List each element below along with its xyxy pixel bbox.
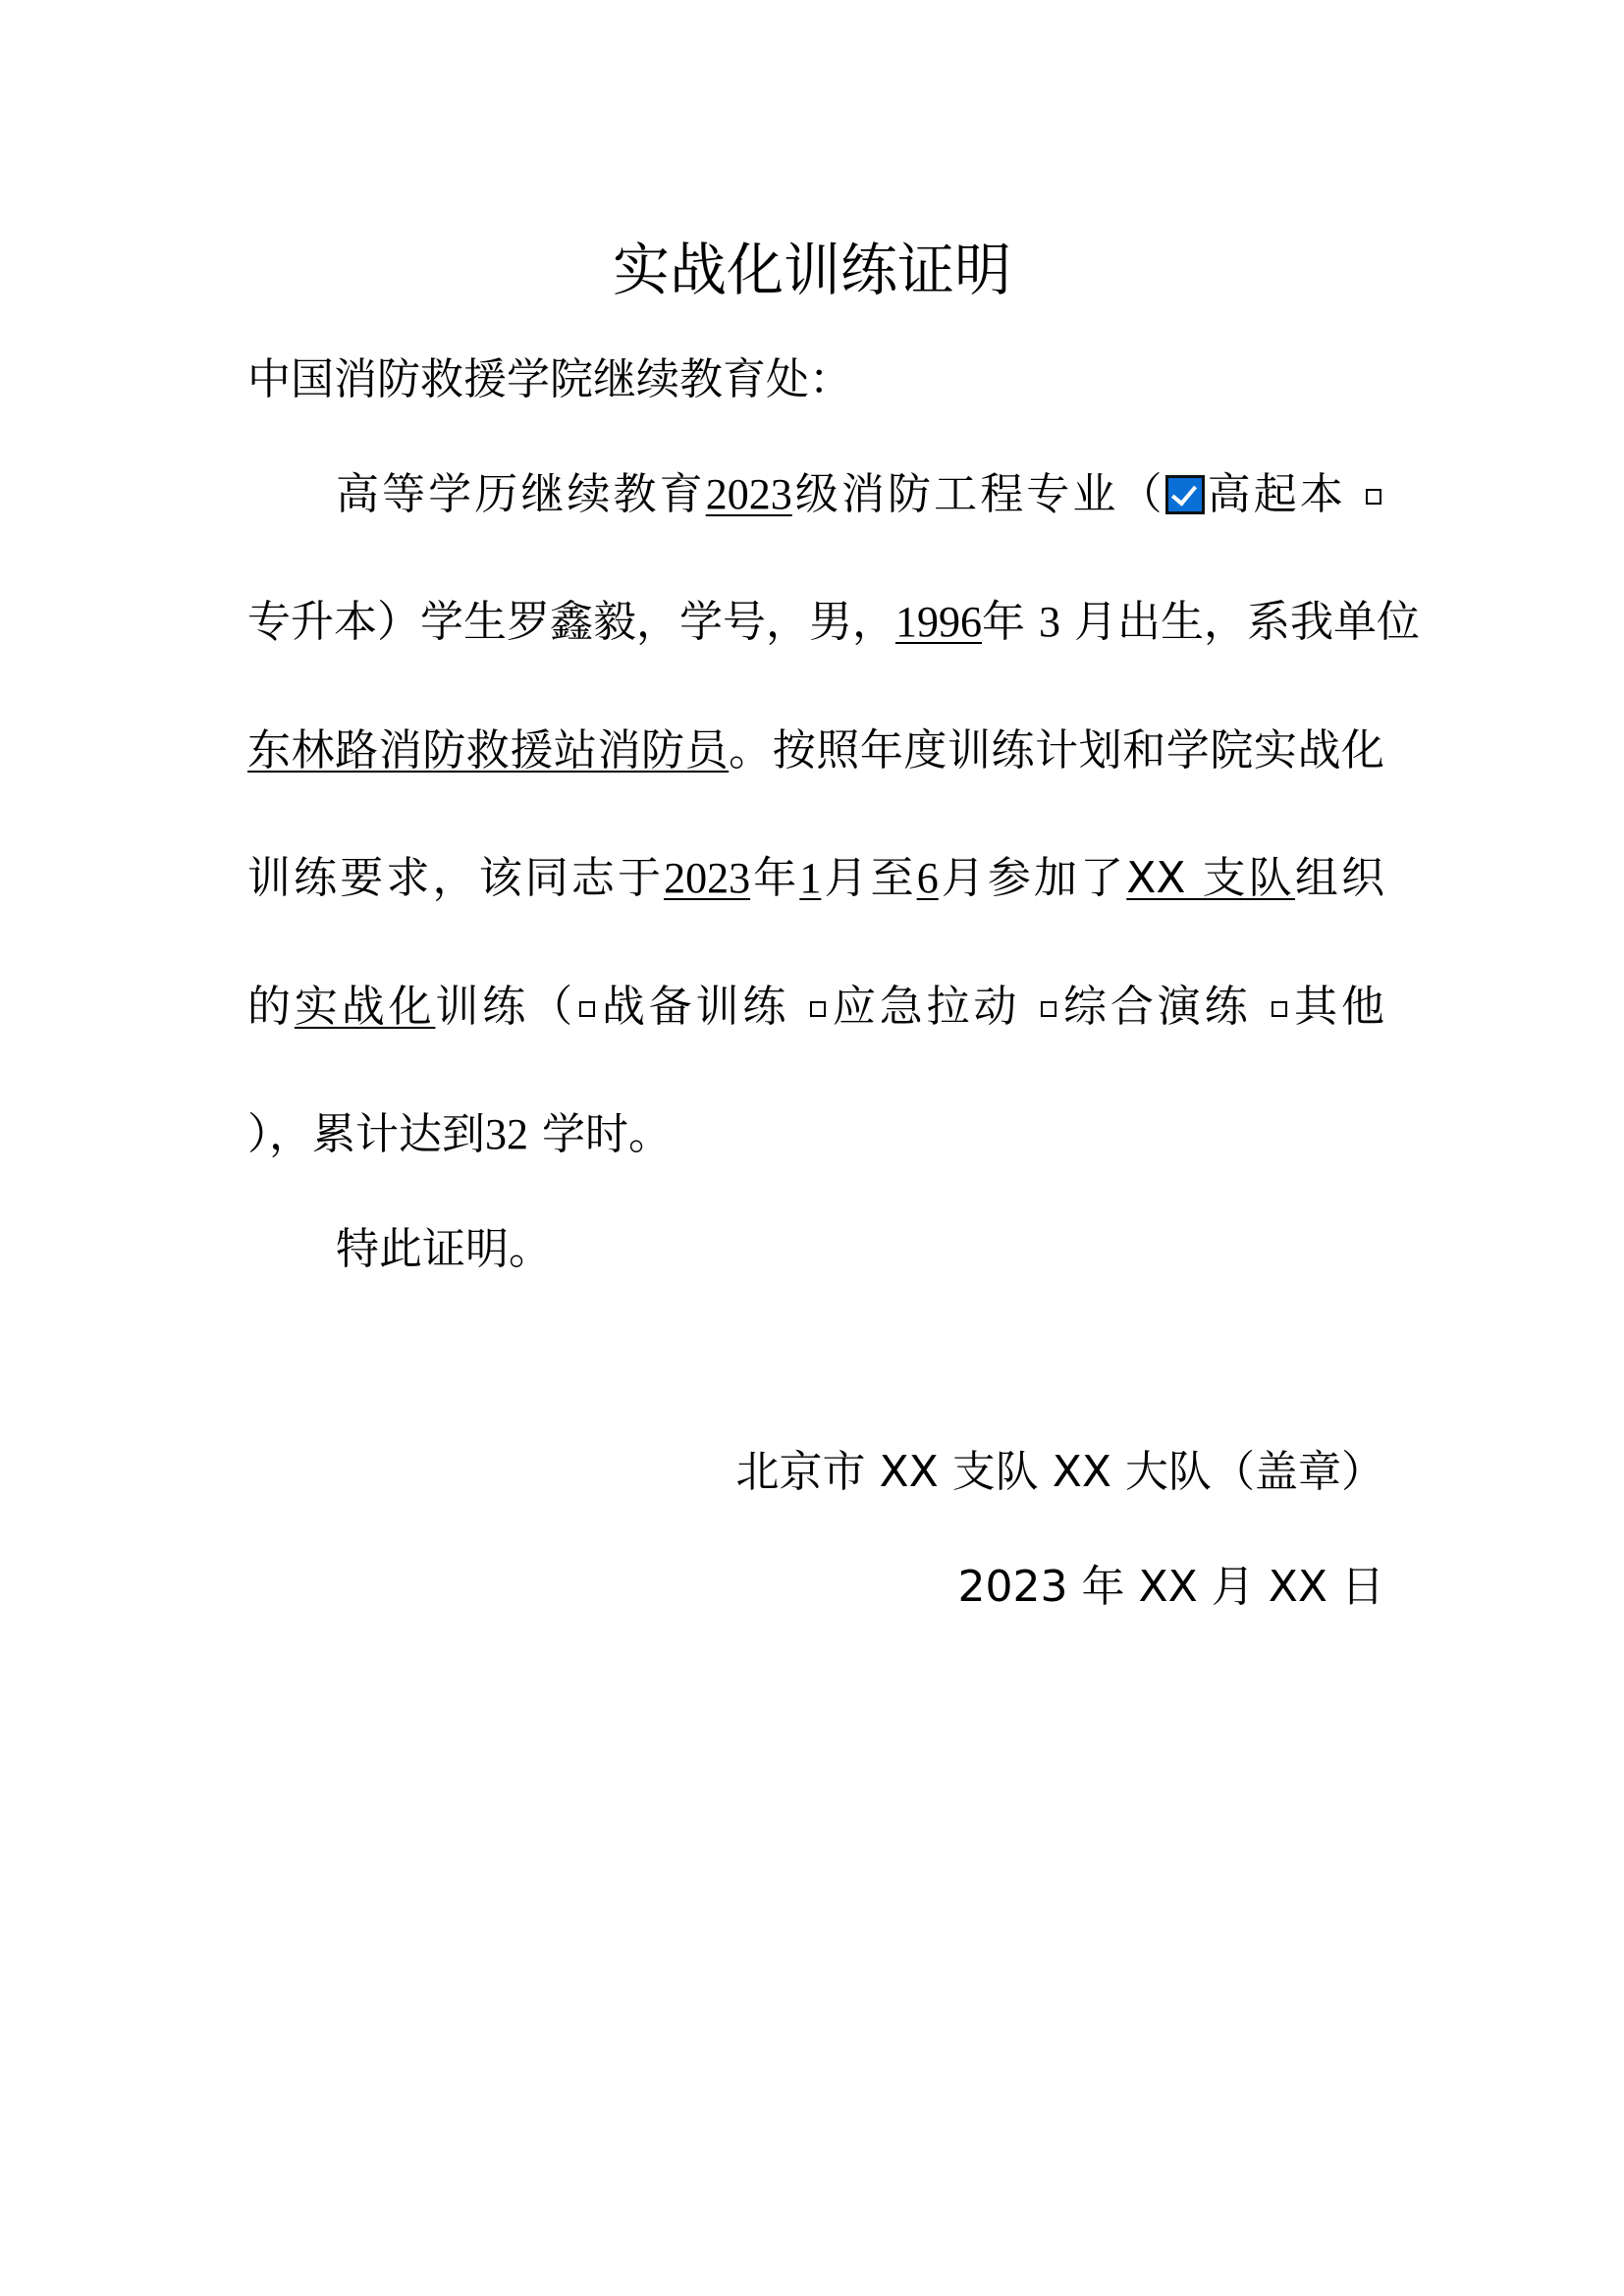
student-name: 罗鑫毅 bbox=[507, 597, 636, 647]
body-line-2 bbox=[247, 593, 1420, 652]
text: 高等学历继续教育 bbox=[336, 469, 706, 519]
checkbox-checked[interactable] bbox=[1165, 475, 1205, 514]
signature-date: 2023 年 XX 月 XX 日 bbox=[957, 1562, 1384, 1612]
checkbox-unchecked[interactable] bbox=[1272, 1001, 1287, 1017]
salutation: 中国消防救援学院继续教育处： bbox=[247, 354, 852, 404]
text: 。按照年度训练计划和学院实战化 bbox=[729, 725, 1385, 775]
signature-org: 北京市 XX 支队 XX 大队（盖章） bbox=[735, 1447, 1384, 1497]
end-month: 6 bbox=[916, 854, 939, 902]
text: ）学生 bbox=[377, 597, 507, 647]
checkbox-unchecked[interactable] bbox=[810, 1001, 826, 1017]
grade-year: 2023 bbox=[705, 470, 792, 518]
organizer: XX 支队 bbox=[1126, 853, 1295, 903]
birth-year: 1996 bbox=[895, 598, 982, 646]
text: 年 bbox=[982, 597, 1025, 647]
checkbox-unchecked[interactable] bbox=[579, 1001, 595, 1017]
train-year: 2023 bbox=[664, 854, 751, 902]
text: 月出生，系我单位 bbox=[1074, 597, 1420, 647]
text: 月至 bbox=[821, 853, 917, 903]
type-label: 其他 bbox=[1290, 982, 1385, 1032]
text: 年 bbox=[750, 853, 800, 903]
document-title: 实战化训练证明 bbox=[612, 237, 1011, 303]
text: 月参加了 bbox=[938, 853, 1127, 903]
body-line-5 bbox=[247, 978, 1384, 1037]
closing: 特此证明。 bbox=[336, 1224, 552, 1274]
body-line-1 bbox=[336, 465, 1384, 524]
type-label: 应急拉动 bbox=[829, 982, 1021, 1032]
text: 训练（ bbox=[435, 982, 576, 1032]
text: ，学号，男， bbox=[636, 597, 895, 647]
text: 级消防工程专业（ bbox=[791, 469, 1165, 519]
text: 组织 bbox=[1294, 853, 1385, 903]
training-type: 实战化 bbox=[294, 982, 436, 1032]
text: ），累计达到 bbox=[247, 1109, 485, 1159]
birth-month: 3 bbox=[1039, 598, 1060, 646]
checkbox-unchecked[interactable] bbox=[1041, 1001, 1056, 1017]
checkbox-unchecked[interactable] bbox=[1366, 489, 1381, 505]
text: 学时。 bbox=[542, 1109, 672, 1159]
type-label: 综合演练 bbox=[1059, 982, 1252, 1032]
body-line-3 bbox=[247, 721, 1384, 780]
text: 的 bbox=[247, 982, 295, 1032]
type-label: 战备训练 bbox=[597, 982, 790, 1032]
text: 训练要求，该同志于 bbox=[247, 853, 665, 903]
option-label: 高起本 bbox=[1204, 469, 1346, 519]
unit: 东林路消防救援站消防员 bbox=[247, 725, 730, 775]
start-month: 1 bbox=[799, 854, 822, 902]
body-line-6 bbox=[247, 1105, 1384, 1164]
option-label: 专升本 bbox=[247, 597, 377, 647]
body-line-4 bbox=[247, 849, 1384, 908]
hours: 32 bbox=[485, 1110, 528, 1158]
